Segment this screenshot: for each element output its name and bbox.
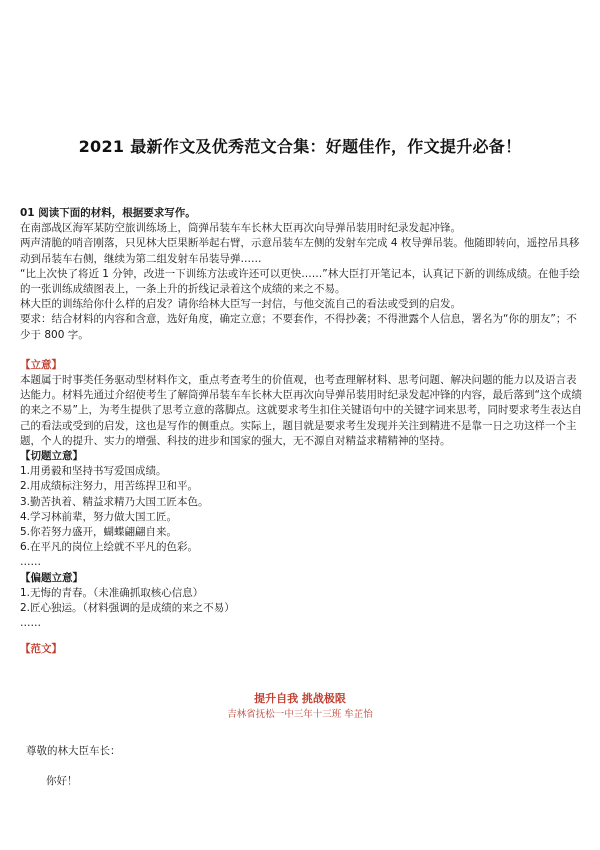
on-topic-item: 1.用勇毅和坚持书写爱国成绩。 — [20, 465, 167, 478]
document-body — [20, 206, 585, 658]
question-heading: 01 阅读下面的材料，根据要求写作。 — [20, 207, 196, 219]
sample-essay-title: 提升自我 挑战极限 — [254, 692, 346, 705]
on-topic-item: 2.用成绩标注努力，用苦练捍卫和平。 — [20, 480, 199, 493]
question-paragraph-3: “比上次快了将近 1 分钟，改进一下训练方法或许还可以更快……”林大臣打开笔记本，认真记下新的训练成绩。在他手绘的一张训练成绩图表上，一条上升的折线记录着这个成绩的来之不易。 — [20, 267, 580, 296]
on-topic-label: 【切题立意】 — [20, 450, 83, 463]
letter-greeting: 你好！ — [46, 775, 78, 787]
on-topic-item: 5.你若努力盛开，蝴蝶翩翩自来。 — [20, 526, 178, 539]
analysis-label: 【立意】 — [20, 358, 62, 371]
off-topic-item: 2.匠心独运。（材料强调的是成绩的来之不易） — [20, 602, 235, 615]
analysis-text: 本题属于时事类任务驱动型材料作文，重点考查考生的价值观，也考查理解材料、思考问题、解决问题的能力以及语言表达能力。材料先通过介绍使考生了解筒弹吊装车车长林大臣再次向导弹吊装用时纪录发起冲锋的内容，最后落到“这个成绩的来之不易”上，为考生提供了思考立意的落脚点。这就要求考生扣住关键语句中的关键字词来思考，同时要求考生表达自己的看法或受到的启发，这也是写作的侧重点。实际上，题目就是要求考生发现并关注到精进不是靠一日之功这样一个主题，个人的提升、实力的增强、科技的进步和国家的强大，无不源自对精益求精精神的坚持。 — [20, 374, 582, 447]
off-topic-item: 1.无悔的青春。（未准确抓取核心信息） — [20, 586, 204, 599]
on-topic-item: 6.在平凡的岗位上绘就不平凡的色彩。 — [20, 541, 199, 554]
page-title: 2021 最新作文及优秀范文合集：好题佳作，作文提升必备！ — [78, 137, 522, 156]
on-topic-item: 3.勤苦执着、精益求精乃大国工匠本色。 — [20, 495, 209, 508]
sample-essay-author: 吉林省抚松一中三年十三班 牟芷怡 — [227, 709, 373, 720]
off-topic-label: 【偏题立意】 — [20, 571, 83, 584]
question-requirements: 要求：结合材料的内容和含意，选好角度，确定立意；不要套作，不得抄袭；不得泄露个人信息，署名为“你的朋友”；不少于 800 字。 — [20, 313, 577, 341]
sample-essay-label: 【范文】 — [20, 643, 62, 656]
letter-salutation: 尊敬的林大臣车长： — [26, 745, 121, 757]
question-paragraph-2: 两声清脆的哨音刚落，只见林大臣果断举起右臂，示意吊装车左侧的发射车完成 4 枚导弹吊装。他随即转向，遥控吊具移动到吊装车右侧，继续为第二组发射车吊装导弹…… — [20, 237, 580, 265]
on-topic-item: 4.学习林前辈，努力做大国工匠。 — [20, 510, 178, 523]
off-topic-ellipsis: …… — [20, 617, 41, 630]
question-paragraph-1: 在南部战区海军某防空旅训练场上，筒弹吊装车车长林大臣再次向导弹吊装用时纪录发起冲锋。 — [20, 222, 461, 235]
on-topic-ellipsis: …… — [20, 556, 41, 569]
question-paragraph-4: 林大臣的训练给你什么样的启发？请你给林大臣写一封信，与他交流自己的看法或受到的启发。 — [20, 298, 461, 311]
